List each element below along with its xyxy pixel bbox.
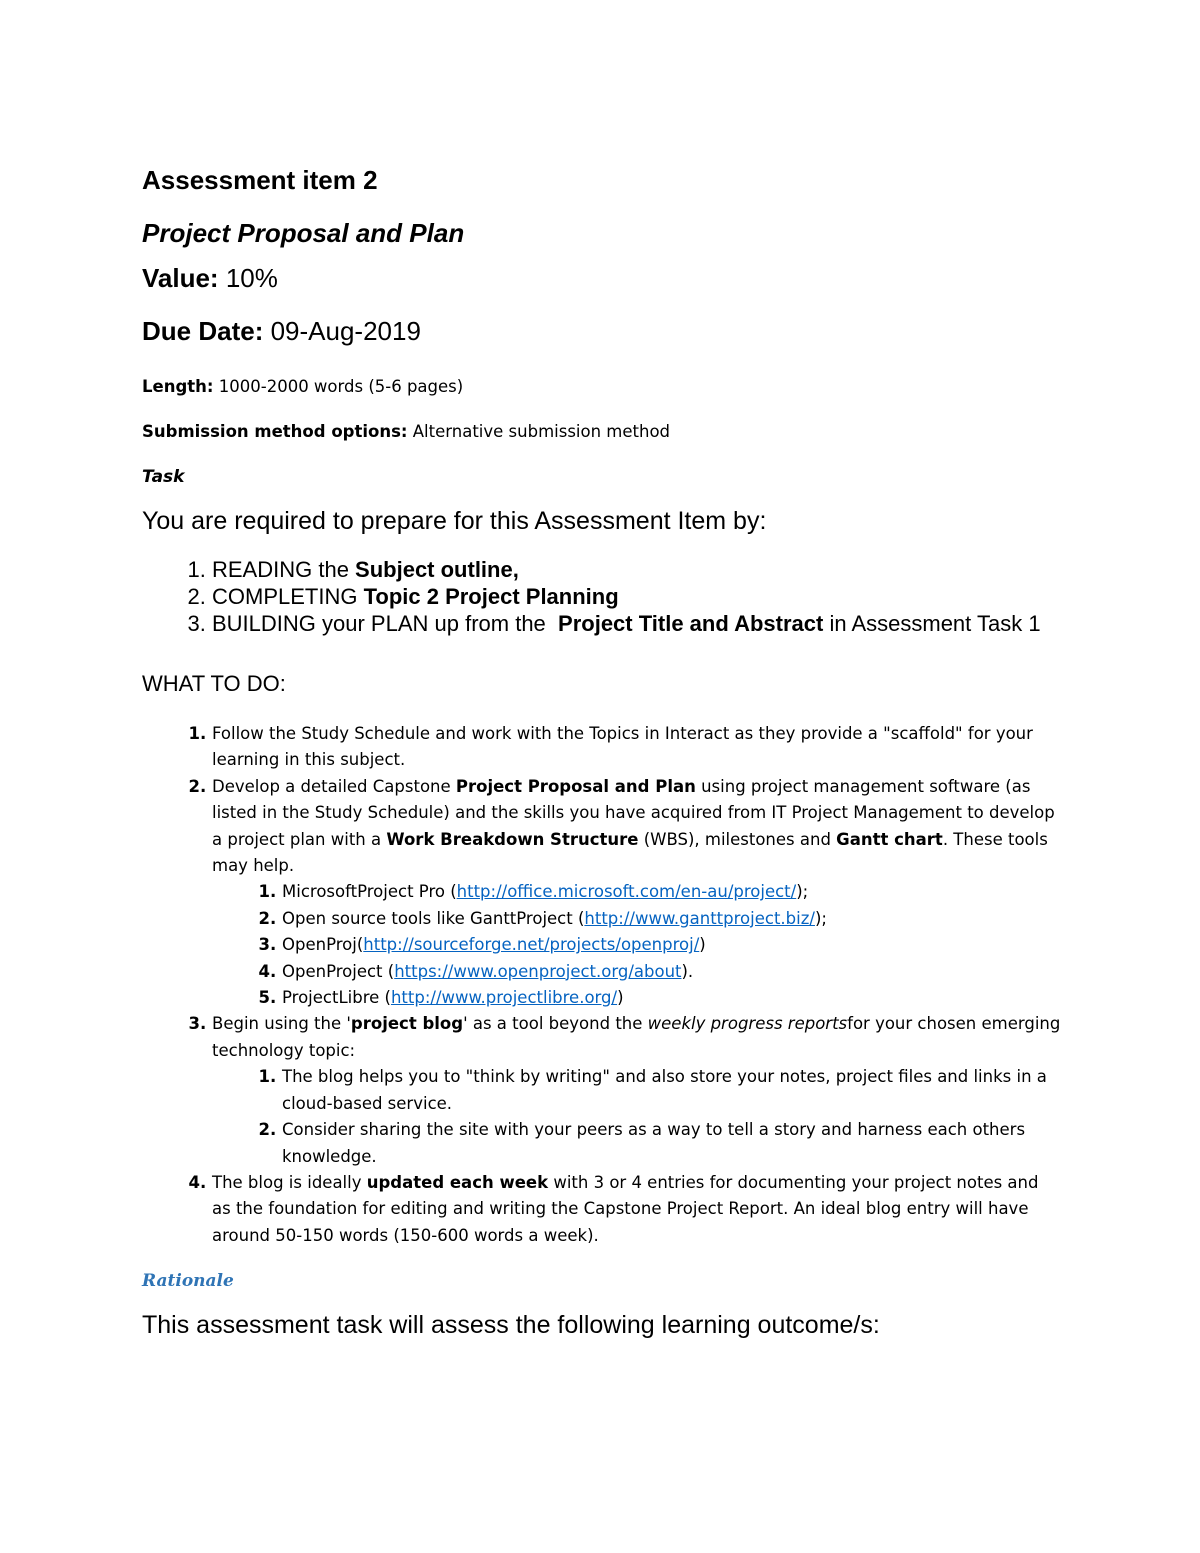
- list-item: 2. Develop a detailed Capstone Project Proposal and Plan using project management software (as listed in the Study Schedule) and the skills you have acquired from IT Project Management to develop a project plan with a Work Breakdown Structure (WBS), milestones and Gantt chart. These tools may help. 1. MicrosoftProject Pro (http://office.microsoft.com/en-au/project/); 2. Open source tools like GanttProject (http://www.ganttproject.biz/); 3. OpenProj(http://sourceforge.net/projects/openproj/) 4. OpenProject (https://www.openproject.org/about). 5. ProjectLibre (http://www.projectlibre.org/): [212, 774, 1062, 1012]
- value-label: Value:: [142, 263, 219, 293]
- list-item: 1. Follow the Study Schedule and work with the Topics in Interact as they provide a "scaffold" for your learning in this subject.: [212, 721, 1062, 774]
- submission-text: Alternative submission method: [412, 422, 671, 441]
- assessment-title: Assessment item 2: [142, 165, 378, 195]
- blog-note-item: 1. The blog helps you to "think by writing" and also store your notes, project files and links in a cloud-based service.: [282, 1064, 1062, 1117]
- tool-item: 3. OpenProj(http://sourceforge.net/projects/openproj/): [282, 932, 1062, 958]
- submission-line: [142, 422, 1062, 441]
- preparation-list: [142, 556, 1062, 637]
- list-item: 4. The blog is ideally updated each week with 3 or 4 entries for documenting your project notes and as the foundation for editing and writing the Capstone Project Report. An ideal blog entry will have around 50-150 words (150-600 words a week).: [212, 1170, 1062, 1249]
- task-intro: You are required to prepare for this Assessment Item by:: [142, 507, 767, 535]
- list-item: 2. COMPLETING Topic 2 Project Planning: [212, 583, 1062, 610]
- tool-item: 4. OpenProject (https://www.openproject.org/about).: [282, 959, 1062, 985]
- list-item: 1. READING the Subject outline,: [212, 556, 1062, 583]
- list-item: 3. BUILDING your PLAN up from the Project Title and Abstract in Assessment Task 1: [212, 610, 1062, 637]
- length-text: 1000-2000 words (5-6 pages): [218, 377, 464, 396]
- tool-link[interactable]: http://sourceforge.net/projects/openproj/: [363, 935, 700, 955]
- rationale-heading: Rationale: [142, 1271, 234, 1292]
- blog-notes-list: [212, 1064, 1062, 1170]
- due-date: 09-Aug-2019: [270, 316, 421, 346]
- list-item: 3. Begin using the 'project blog' as a tool beyond the weekly progress reportsfor your chosen emerging technology topic: 1. The blog helps you to "think by writing" and also store your notes, project files and links in a cloud-based service. 2. Consider sharing the site with your peers as a way to tell a story and harness each others knowledge.: [212, 1011, 1062, 1169]
- value-line: [142, 263, 1062, 294]
- learning-outcomes-intro: This assessment task will assess the following learning outcome/s:: [142, 1311, 880, 1340]
- length-label: Length:: [142, 377, 214, 396]
- tool-item: 5. ProjectLibre (http://www.projectlibre.org/): [282, 985, 1062, 1011]
- what-to-do-heading: WHAT TO DO:: [142, 671, 286, 696]
- tool-link[interactable]: https://www.openproject.org/about: [394, 961, 682, 981]
- document-page: [142, 165, 1062, 1340]
- due-label: Due Date:: [142, 316, 264, 346]
- due-date-line: [142, 316, 1062, 347]
- length-line: [142, 377, 1062, 396]
- task-label: Task: [142, 467, 185, 487]
- submission-label: Submission method options:: [142, 422, 408, 441]
- tool-link[interactable]: http://www.ganttproject.biz/: [584, 908, 815, 928]
- steps-list: [142, 721, 1062, 1249]
- tool-item: 1. MicrosoftProject Pro (http://office.microsoft.com/en-au/project/);: [282, 879, 1062, 905]
- tool-item: 2. Open source tools like GanttProject (http://www.ganttproject.biz/);: [282, 906, 1062, 932]
- tool-link[interactable]: http://office.microsoft.com/en-au/project/: [456, 882, 797, 902]
- tool-link[interactable]: http://www.projectlibre.org/: [390, 988, 618, 1008]
- tools-list: [212, 879, 1062, 1011]
- blog-note-item: 2. Consider sharing the site with your peers as a way to tell a story and harness each others knowledge.: [282, 1117, 1062, 1170]
- assessment-subtitle: Project Proposal and Plan: [142, 218, 465, 248]
- value-text: 10%: [225, 263, 278, 293]
